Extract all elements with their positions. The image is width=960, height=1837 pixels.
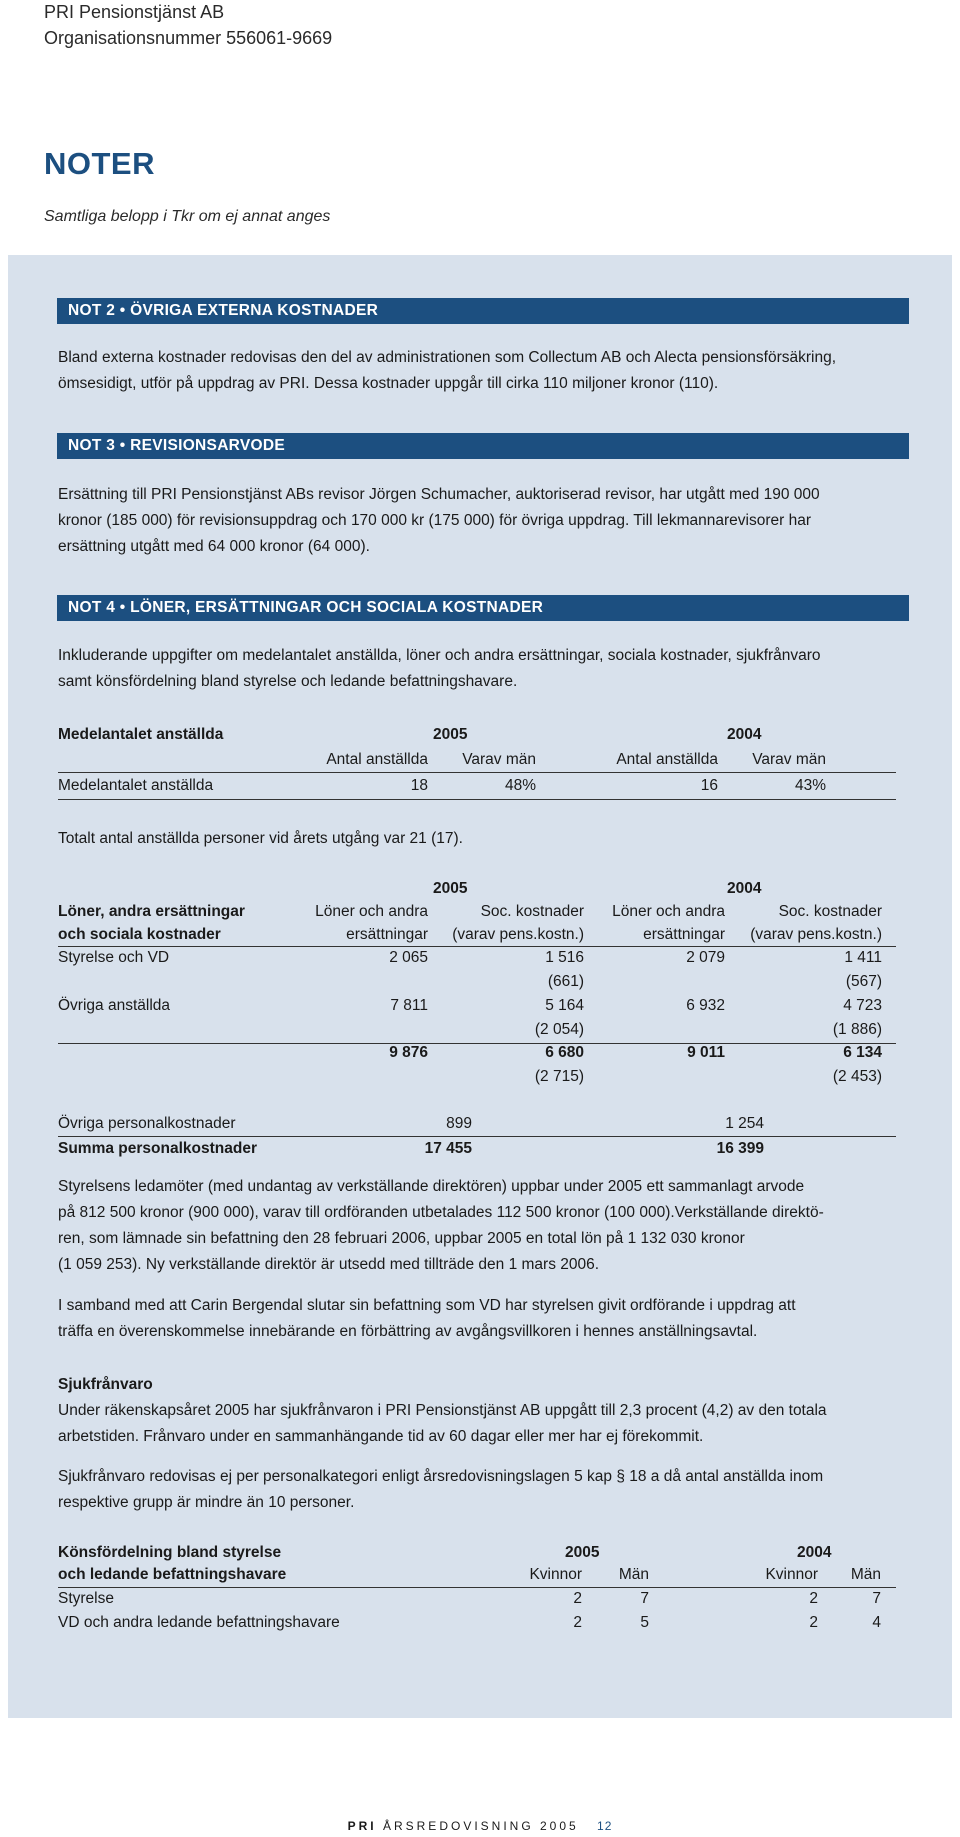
gender-table-title: Könsfördelning bland styrelse xyxy=(58,1544,282,1561)
paragraph-line: arbetstiden. Frånvaro under en sammanhängande tid av 60 dagar eller mer har ej förekommit. xyxy=(58,1428,704,1445)
page-footer xyxy=(0,1819,960,1833)
table-cell: 18 xyxy=(410,777,428,794)
table-cell: 4 723 xyxy=(843,997,882,1014)
table-cell: 7 xyxy=(872,1590,881,1607)
table-cell: 6 932 xyxy=(686,997,725,1014)
table-total-cell: 6 134 xyxy=(843,1044,882,1061)
table-cell: 2 065 xyxy=(389,949,428,966)
paragraph-line: Sjukfrånvaro redovisas ej per personalkategori enligt årsredovisningslagen 5 kap § 18 a då antal anställda inom xyxy=(58,1468,824,1485)
page-subtitle: Samtliga belopp i Tkr om ej annat anges xyxy=(44,208,331,225)
table-cell: 1 411 xyxy=(844,949,882,966)
table-cell: 48% xyxy=(504,777,536,794)
note4-heading: NOT 4 • LÖNER, ERSÄTTNINGAR OCH SOCIALA KOSTNADER xyxy=(57,595,909,621)
paragraph-line: Under räkenskapsåret 2005 har sjukfrånvaron i PRI Pensionstjänst AB uppgått till 2,3 procent (4,2) av den totala xyxy=(58,1402,827,1419)
note2-line: Bland externa kostnader redovisas den del av administrationen som Collectum AB och Alecta pensionsförsäkring, xyxy=(58,349,837,366)
paragraph-line: (1 059 253). Ny verkställande direktör är utsedd med tillträde den 1 mars 2006. xyxy=(58,1256,600,1273)
footer-report: ÅRSREDOVISNING 2005 xyxy=(382,1819,579,1833)
column-header: ersättningar xyxy=(643,926,725,943)
note4-intro-line: samt könsfördelning bland styrelse och ledande befattningshavare. xyxy=(58,673,518,690)
sick-leave-note xyxy=(58,1464,908,1516)
table-cell: (567) xyxy=(845,973,882,990)
table-total-cell: (2 715) xyxy=(534,1068,584,1085)
note3-line: kronor (185 000) för revisionsuppdrag och 170 000 kr (175 000) för övriga uppdrag. Till lekmannarevisorer har xyxy=(58,512,812,529)
table-rule xyxy=(58,799,896,800)
table-rule xyxy=(58,1043,896,1044)
total-employees-text: Totalt antal anställda personer vid årets utgång var 21 (17). xyxy=(58,830,463,847)
sum-costs-label: Summa personalkostnader xyxy=(58,1140,257,1157)
table-row-label: Medelantalet anställda xyxy=(58,777,214,794)
sum-costs-2004: 16 399 xyxy=(716,1140,764,1157)
table-row-label: Styrelse xyxy=(58,1590,114,1607)
org-number: Organisationsnummer 556061-9669 xyxy=(44,28,333,48)
year-2004: 2004 xyxy=(727,726,762,743)
other-costs-2004: 1 254 xyxy=(725,1115,764,1132)
sick-leave-section xyxy=(58,1372,908,1450)
table-cell: 2 xyxy=(573,1590,582,1607)
table-cell: 4 xyxy=(872,1614,881,1631)
employees-table-title: Medelantalet anställda xyxy=(58,726,224,743)
table-rule xyxy=(58,1587,896,1588)
table-cell: 2 079 xyxy=(686,949,725,966)
table-cell: 5 xyxy=(640,1614,649,1631)
table-rule xyxy=(58,946,896,947)
column-header: Kvinnor xyxy=(529,1566,582,1583)
paragraph-line: I samband med att Carin Bergendal slutar sin befattning som VD har styrelsen givit ordförande i uppdrag att xyxy=(58,1297,796,1314)
column-header: Varav män xyxy=(752,751,826,768)
table-cell: 1 516 xyxy=(545,949,584,966)
table-cell: (2 054) xyxy=(534,1021,584,1038)
column-header: Soc. kostnader xyxy=(778,903,882,920)
paragraph-line: på 812 500 kronor (900 000), varav till ordföranden utbetalades 112 500 kronor (100 000).Verkställande direktö- xyxy=(58,1204,824,1221)
column-header: (varav pens.kostn.) xyxy=(452,926,584,943)
sum-costs-2005: 17 455 xyxy=(424,1140,472,1157)
table-total-cell: 6 680 xyxy=(545,1044,584,1061)
note2-heading: NOT 2 • ÖVRIGA EXTERNA KOSTNADER xyxy=(57,298,909,324)
table-total-cell: 9 011 xyxy=(687,1044,725,1061)
column-header: Löner och andra xyxy=(612,903,725,920)
paragraph-line: träffa en överenskommelse innebärande en förbättring av avgångsvillkoren i hennes anställningsavtal. xyxy=(58,1323,758,1340)
table-rule xyxy=(58,772,896,773)
note4-intro xyxy=(58,643,908,695)
table-cell: 2 xyxy=(573,1614,582,1631)
column-header: ersättningar xyxy=(346,926,428,943)
salaries-table-title: och sociala kostnader xyxy=(58,926,221,943)
column-header: Varav män xyxy=(462,751,536,768)
table-rule xyxy=(58,1136,896,1137)
gender-table-title: och ledande befattningshavare xyxy=(58,1566,287,1583)
table-cell: 2 xyxy=(809,1614,818,1631)
note2-line: ömsesidigt, utför på uppdrag av PRI. Dessa kostnader uppgår till cirka 110 miljoner kronor (110). xyxy=(58,375,719,392)
note3-heading: NOT 3 • REVISIONSARVODE xyxy=(57,433,909,459)
year-2005: 2005 xyxy=(433,880,468,897)
table-cell: 7 xyxy=(640,1590,649,1607)
column-header: Löner och andra xyxy=(315,903,428,920)
column-header: Män xyxy=(850,1566,881,1583)
table-cell: 7 811 xyxy=(390,997,428,1014)
company-name: PRI Pensionstjänst AB xyxy=(44,2,225,22)
year-2005: 2005 xyxy=(433,726,468,743)
table-cell: 16 xyxy=(700,777,718,794)
year-2004: 2004 xyxy=(727,880,762,897)
table-cell: 43% xyxy=(794,777,826,794)
board-remuneration-text xyxy=(58,1174,908,1278)
column-header: Antal anställda xyxy=(616,751,718,768)
table-row-label: VD och andra ledande befattningshavare xyxy=(58,1614,340,1631)
paragraph-line: respektive grupp är mindre än 10 personer. xyxy=(58,1494,355,1511)
table-cell: (661) xyxy=(547,973,584,990)
other-costs-label: Övriga personalkostnader xyxy=(58,1115,236,1132)
column-header: Soc. kostnader xyxy=(480,903,584,920)
column-header: (varav pens.kostn.) xyxy=(750,926,882,943)
note3-line: Ersättning till PRI Pensionstjänst ABs revisor Jörgen Schumacher, auktoriserad revisor, har utgått med 190 000 xyxy=(58,486,820,503)
paragraph-line: Styrelsens ledamöter (med undantag av verkställande direktören) uppbar under 2005 ett sammanlagt arvode xyxy=(58,1178,805,1195)
column-header: Män xyxy=(618,1566,649,1583)
other-costs-2005: 899 xyxy=(446,1115,472,1132)
table-row-label: Styrelse och VD xyxy=(58,949,170,966)
page-title: NOTER xyxy=(44,146,155,181)
note4-intro-line: Inkluderande uppgifter om medelantalet anställda, löner och andra ersättningar, sociala kostnader, sjukfrånvaro xyxy=(58,647,821,664)
table-total-cell: (2 453) xyxy=(832,1068,882,1085)
table-total-cell: 9 876 xyxy=(389,1044,428,1061)
paragraph-line: ren, som lämnade sin befattning den 28 februari 2006, uppbar 2005 en total lön på 1 132 030 kronor xyxy=(58,1230,745,1247)
year-2005: 2005 xyxy=(565,1544,600,1561)
ceo-agreement-text xyxy=(58,1293,908,1345)
note3-line: ersättning utgått med 64 000 kronor (64 000). xyxy=(58,538,370,555)
page-number: 12 xyxy=(597,1819,613,1833)
salaries-table-title: Löner, andra ersättningar xyxy=(58,903,245,920)
sick-leave-heading: Sjukfrånvaro xyxy=(58,1376,153,1393)
company-header xyxy=(44,0,332,51)
table-row-label: Övriga anställda xyxy=(58,997,171,1014)
note3-text xyxy=(58,482,908,560)
column-header: Antal anställda xyxy=(326,751,428,768)
footer-brand: PRI xyxy=(347,1819,377,1833)
year-2004: 2004 xyxy=(797,1544,832,1561)
table-cell: (1 886) xyxy=(832,1021,882,1038)
table-cell: 5 164 xyxy=(545,997,584,1014)
note2-text xyxy=(58,345,908,397)
column-header: Kvinnor xyxy=(765,1566,818,1583)
table-cell: 2 xyxy=(809,1590,818,1607)
